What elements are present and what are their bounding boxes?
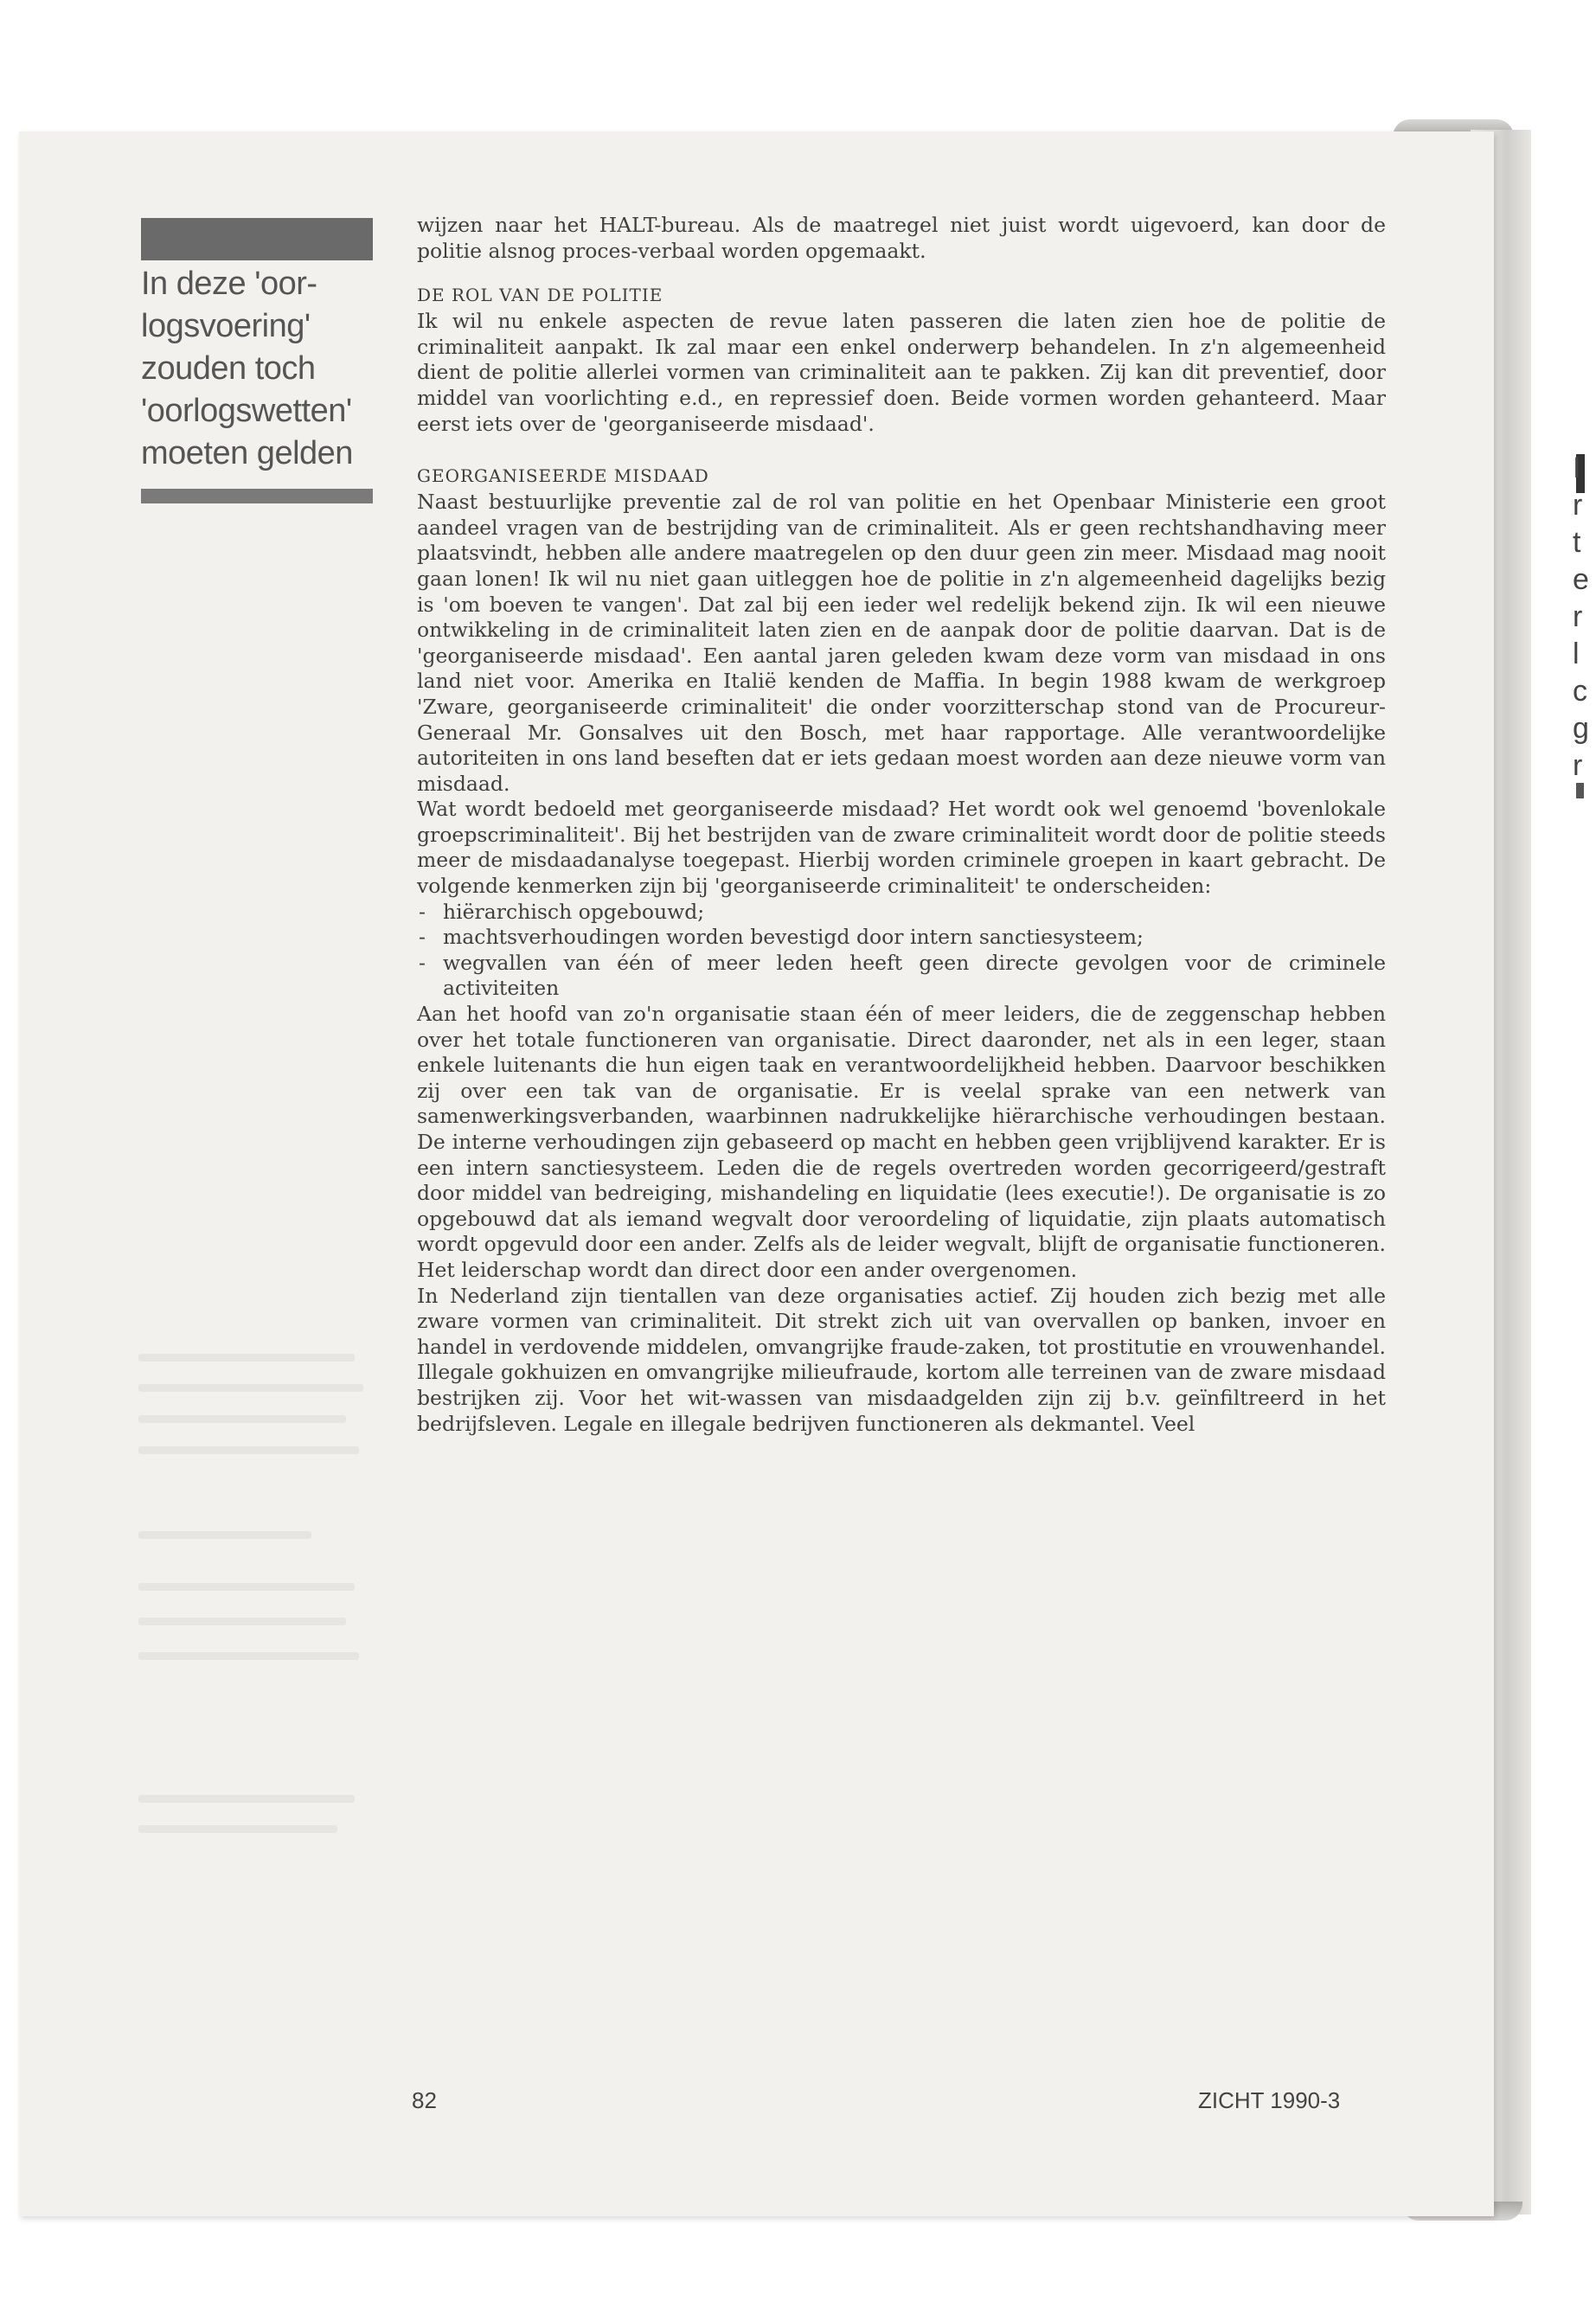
show-through-mark xyxy=(138,1415,346,1423)
body-paragraph: Aan het hoofd van zo'n organisatie staan één of meer leiders, die de zeggenschap hebben over het totale functioneren van organisatie. Direct daaronder, net als in een leger, staan enkele luitenants die hun eigen taak en verantwoordelijkheid hebben. Daarvoor beschikken zij over een tak van de organisatie. Er is veelal sprake van een netwerk van samenwerkingsverbanden, waarbinnen nadrukkelijke hiërarchische verhoudingen bestaan. De interne verhoudingen zijn gebaseerd op macht en hebben geen vrijblijvend karakter. Er is een intern sanctiesysteem. Leden die de regels overtreden worden gecorrigeerd/gestraft door middel van bedreiging, mishandeling en liquidatie (lees executie!). De organisatie is zo opgebouwd dat als iemand wegvalt door veroordeling of liquidatie, zijn plaats automatisch wordt opgevuld door een ander. Zelfs als de leider wegvalt, blijft de organisatie functioneren. Het leiderschap wordt dan direct door een ander overgenomen. xyxy=(417,1002,1386,1282)
next-page-edge-letters xyxy=(1573,450,1596,813)
body-paragraph: Wat wordt bedoeld met georganiseerde misdaad? Het wordt ook wel genoemd 'bovenlokale groepscriminaliteit'. Bij het bestrijden van de zware criminaliteit wordt door de politie steeds meer de misdaadanalyse toegepast. Hierbij worden criminele groepen in kaart gebracht. De volgende kenmerken zijn bij 'georganiseerde criminaliteit' te onderscheiden: xyxy=(417,797,1386,899)
body-paragraph: In Nederland zijn tientallen van deze organisaties actief. Zij houden zich bezig met alle zware vormen van criminaliteit. Dit strekt zich uit van overvallen op banken, invoer en handel in verdovende middelen, omvangrijke fraude-zaken, tot prostitutie en vrouwenhandel. Illegale gokhuizen en omvangrijke milieufraude, kortom alle terreinen van de zware misdaad bestrijken zij. Voor het wit-wassen van misdaadgelden zijn zij b.v. geïnfiltreerd in het bedrijfsleven. Legale en illegale bedrijven functioneren als dekmantel. Veel xyxy=(417,1283,1386,1436)
show-through-mark xyxy=(138,1531,311,1539)
next-page-edge-letter: l xyxy=(1573,638,1580,670)
pull-quote-line: zouden toch xyxy=(141,350,316,387)
list-item: - hiërarchisch opgebouwd; xyxy=(417,900,1386,926)
show-through-mark xyxy=(138,1384,363,1392)
next-page-edge-letter: r xyxy=(1573,749,1583,782)
show-through-mark xyxy=(138,1795,355,1803)
pull-quote-line: In deze 'oor- xyxy=(141,266,317,302)
characteristics-list xyxy=(417,900,1386,1002)
body-paragraph: Naast bestuurlijke preventie zal de rol van politie en het Openbaar Ministerie een groot aandeel vragen van de bestrijding van de criminaliteit. Als er geen rechtshandhaving meer plaatsvindt, hebben alle andere maatregelen op den duur geen zin meer. Misdaad mag nooit gaan lonen! Ik wil nu niet gaan uitleggen hoe de politie in z'n algemeenheid dagelijks bezig is 'om boeven te vangen'. Dat zal bij een ieder wel redelijk bekend zijn. Ik wil een nieuwe ontwikkeling in de criminaliteit laten zien en de aanpak door de politie daarvan. Dat is de 'georganiseerde misdaad'. Een aantal jaren geleden kwam deze vorm van misdaad in ons land niet voor. Amerika en Italië kenden de Maffia. In begin 1988 kwam de werkgroep 'Zware, georganiseerde criminaliteit' die onder voorzitterschap stond van de Procureur-Generaal Mr. Gonsalves uit den Bosch, met haar rapportage. Alle verantwoordelijke autoriteiten in ons land beseften dat er iets gedaan moest worden aan deze nieuwe vorm van misdaad. xyxy=(417,490,1386,796)
next-page-edge-letter: e xyxy=(1573,563,1589,596)
section-heading: DE ROL VAN DE POLITIE xyxy=(417,285,663,306)
magazine-issue: ZICHT 1990-3 xyxy=(1198,2087,1341,2113)
pull-quote-top-bar xyxy=(141,218,373,260)
article-body xyxy=(417,213,1386,1437)
pull-quote-bottom-bar xyxy=(141,489,373,503)
pull-quote-line: logsvoering' xyxy=(141,308,311,344)
next-page-edge-letter: I xyxy=(1573,452,1581,484)
show-through-mark xyxy=(138,1354,355,1362)
pull-quote-line: moeten gelden xyxy=(141,435,353,471)
body-paragraph: Ik wil nu enkele aspecten de revue laten passeren die laten zien hoe de politie de criminaliteit aanpakt. Ik zal maar een enkel onderwerp behandelen. In z'n algemeenheid dient de politie allerlei vormen van criminaliteit aan te pakken. Zij kan dit preventief, door middel van voorlichting e.d., en repressief doen. Beide vormen worden gehanteerd. Maar eerst iets over de 'georganiseerde misdaad'. xyxy=(417,309,1386,436)
page-number: 82 xyxy=(412,2087,437,2113)
next-page-edge-letter: r xyxy=(1573,489,1583,522)
show-through-mark xyxy=(138,1446,359,1454)
show-through-mark xyxy=(138,1652,359,1660)
list-item: - machtsverhoudingen worden bevestigd door intern sanctiesysteem; xyxy=(417,925,1386,951)
next-page-edge-letter: r xyxy=(1573,600,1583,633)
show-through-mark xyxy=(138,1825,337,1833)
show-through-mark xyxy=(138,1618,346,1625)
section-heading: GEORGANISEERDE MISDAAD xyxy=(417,465,709,487)
list-item: - wegvallen van één of meer leden heeft geen directe gevolgen voor de criminele activiteiten xyxy=(417,951,1386,1002)
show-through-mark xyxy=(138,1583,355,1591)
pull-quote xyxy=(141,263,392,475)
next-page-edge-letter: t xyxy=(1573,526,1581,559)
next-page-edge-letter: c xyxy=(1573,675,1587,708)
next-page-edge-letter: g xyxy=(1573,712,1589,745)
intro-paragraph: wijzen naar het HALT-bureau. Als de maatregel niet juist wordt uigevoerd, kan door de politie alsnog proces-verbaal worden opgemaakt. xyxy=(417,213,1386,263)
pull-quote-line: 'oorlogswetten' xyxy=(141,393,352,429)
